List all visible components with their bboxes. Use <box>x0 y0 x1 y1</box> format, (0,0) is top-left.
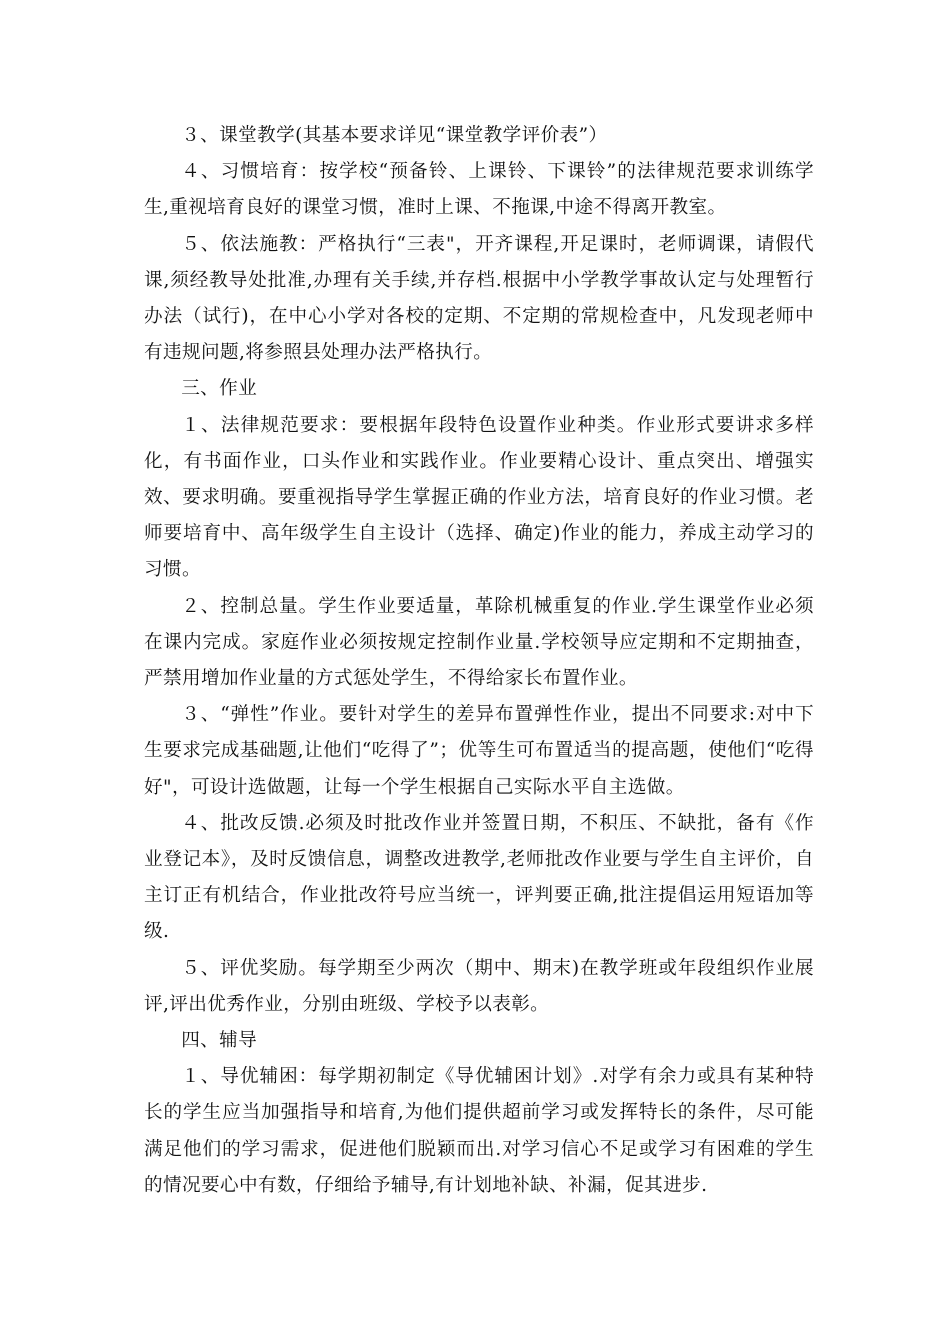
paragraph-lawful-teaching: ５、依法施教：严格执行“三表"，开齐课程,开足课时，老师调课，请假代课,须经教导处批准,办理有关手续,并存档.根据中小学教学事故认定与处理暂行办法（试行)，在中心小学对各校的定期、不定期的常规检查中，凡发现老师中有违规问题,将参照县处理办法严格执行。 <box>144 233 814 364</box>
paragraph-classroom-teaching: ３、课堂教学(其基本要求详见“课堂教学评价表”） <box>181 125 608 146</box>
paragraph-habit-cultivation: ４、习惯培育：按学校“预备铃、上课铃、下课铃”的法律规范要求训练学生,重视培育良好的课堂习惯，准时上课、不拖课,中途不得离开教室。 <box>144 161 814 219</box>
paragraph-control-total: ２、控制总量。学生作业要适量，革除机械重复的作业.学生课堂作业必须在课内完成。家庭作业必须按规定控制作业量.学校领导应定期和不定期抽查，严禁用增加作业量的方式惩处学生，不得给家长布置作业。 <box>144 595 814 690</box>
paragraph-grading-feedback: ４、批改反馈.必须及时批改作业并签置日期，不积压、不缺批，备有《作业登记本》，及时反馈信息，调整改进教学,老师批改作业要与学生自主评价，自主订正有机结合，作业批改符号应当统一，评判要正确,批注提倡运用短语加等级. <box>144 812 814 943</box>
section-heading-tutoring: 四、辅导 <box>181 1030 258 1052</box>
paragraph-tutoring-plan: １、导优辅困：每学期初制定《导优辅困计划》.对学有余力或具有某种特长的学生应当加强指导和培育,为他们提供超前学习或发挥特长的条件，尽可能满足他们的学习需求，促进他们脱颖而出.对学习信心不足或学习有困难的学生的情况要心中有数，仔细给予辅导,有计划地补缺、补漏，促其进步. <box>144 1066 814 1196</box>
document-body <box>144 118 814 1204</box>
paragraph-awards: ５、评优奖励。每学期至少两次（期中、期末)在教学班或年段组织作业展评,评出优秀作业，分别由班级、学校予以表彰。 <box>144 957 814 1015</box>
section-heading-homework: 三、作业 <box>181 378 258 400</box>
paragraph-homework-requirements: １、法律规范要求：要根据年段特色设置作业种类。作业形式要讲求多样化，有书面作业，口头作业和实践作业。作业要精心设计、重点突出、增强实效、要求明确。要重视指导学生掌握正确的作业方法，培育良好的作业习惯。老师要培育中、高年级学生自主设计（选择、确定)作业的能力，养成主动学习的习惯。 <box>144 414 814 581</box>
paragraph-flexible-homework: ３、“弹性”作业。要针对学生的差异布置弹性作业，提出不同要求:对中下生要求完成基础题,让他们“吃得了”；优等生可布置适当的提高题，使他们“吃得好"，可设计选做题，让每一个学生根据自己实际水平自主选做。 <box>144 704 814 798</box>
